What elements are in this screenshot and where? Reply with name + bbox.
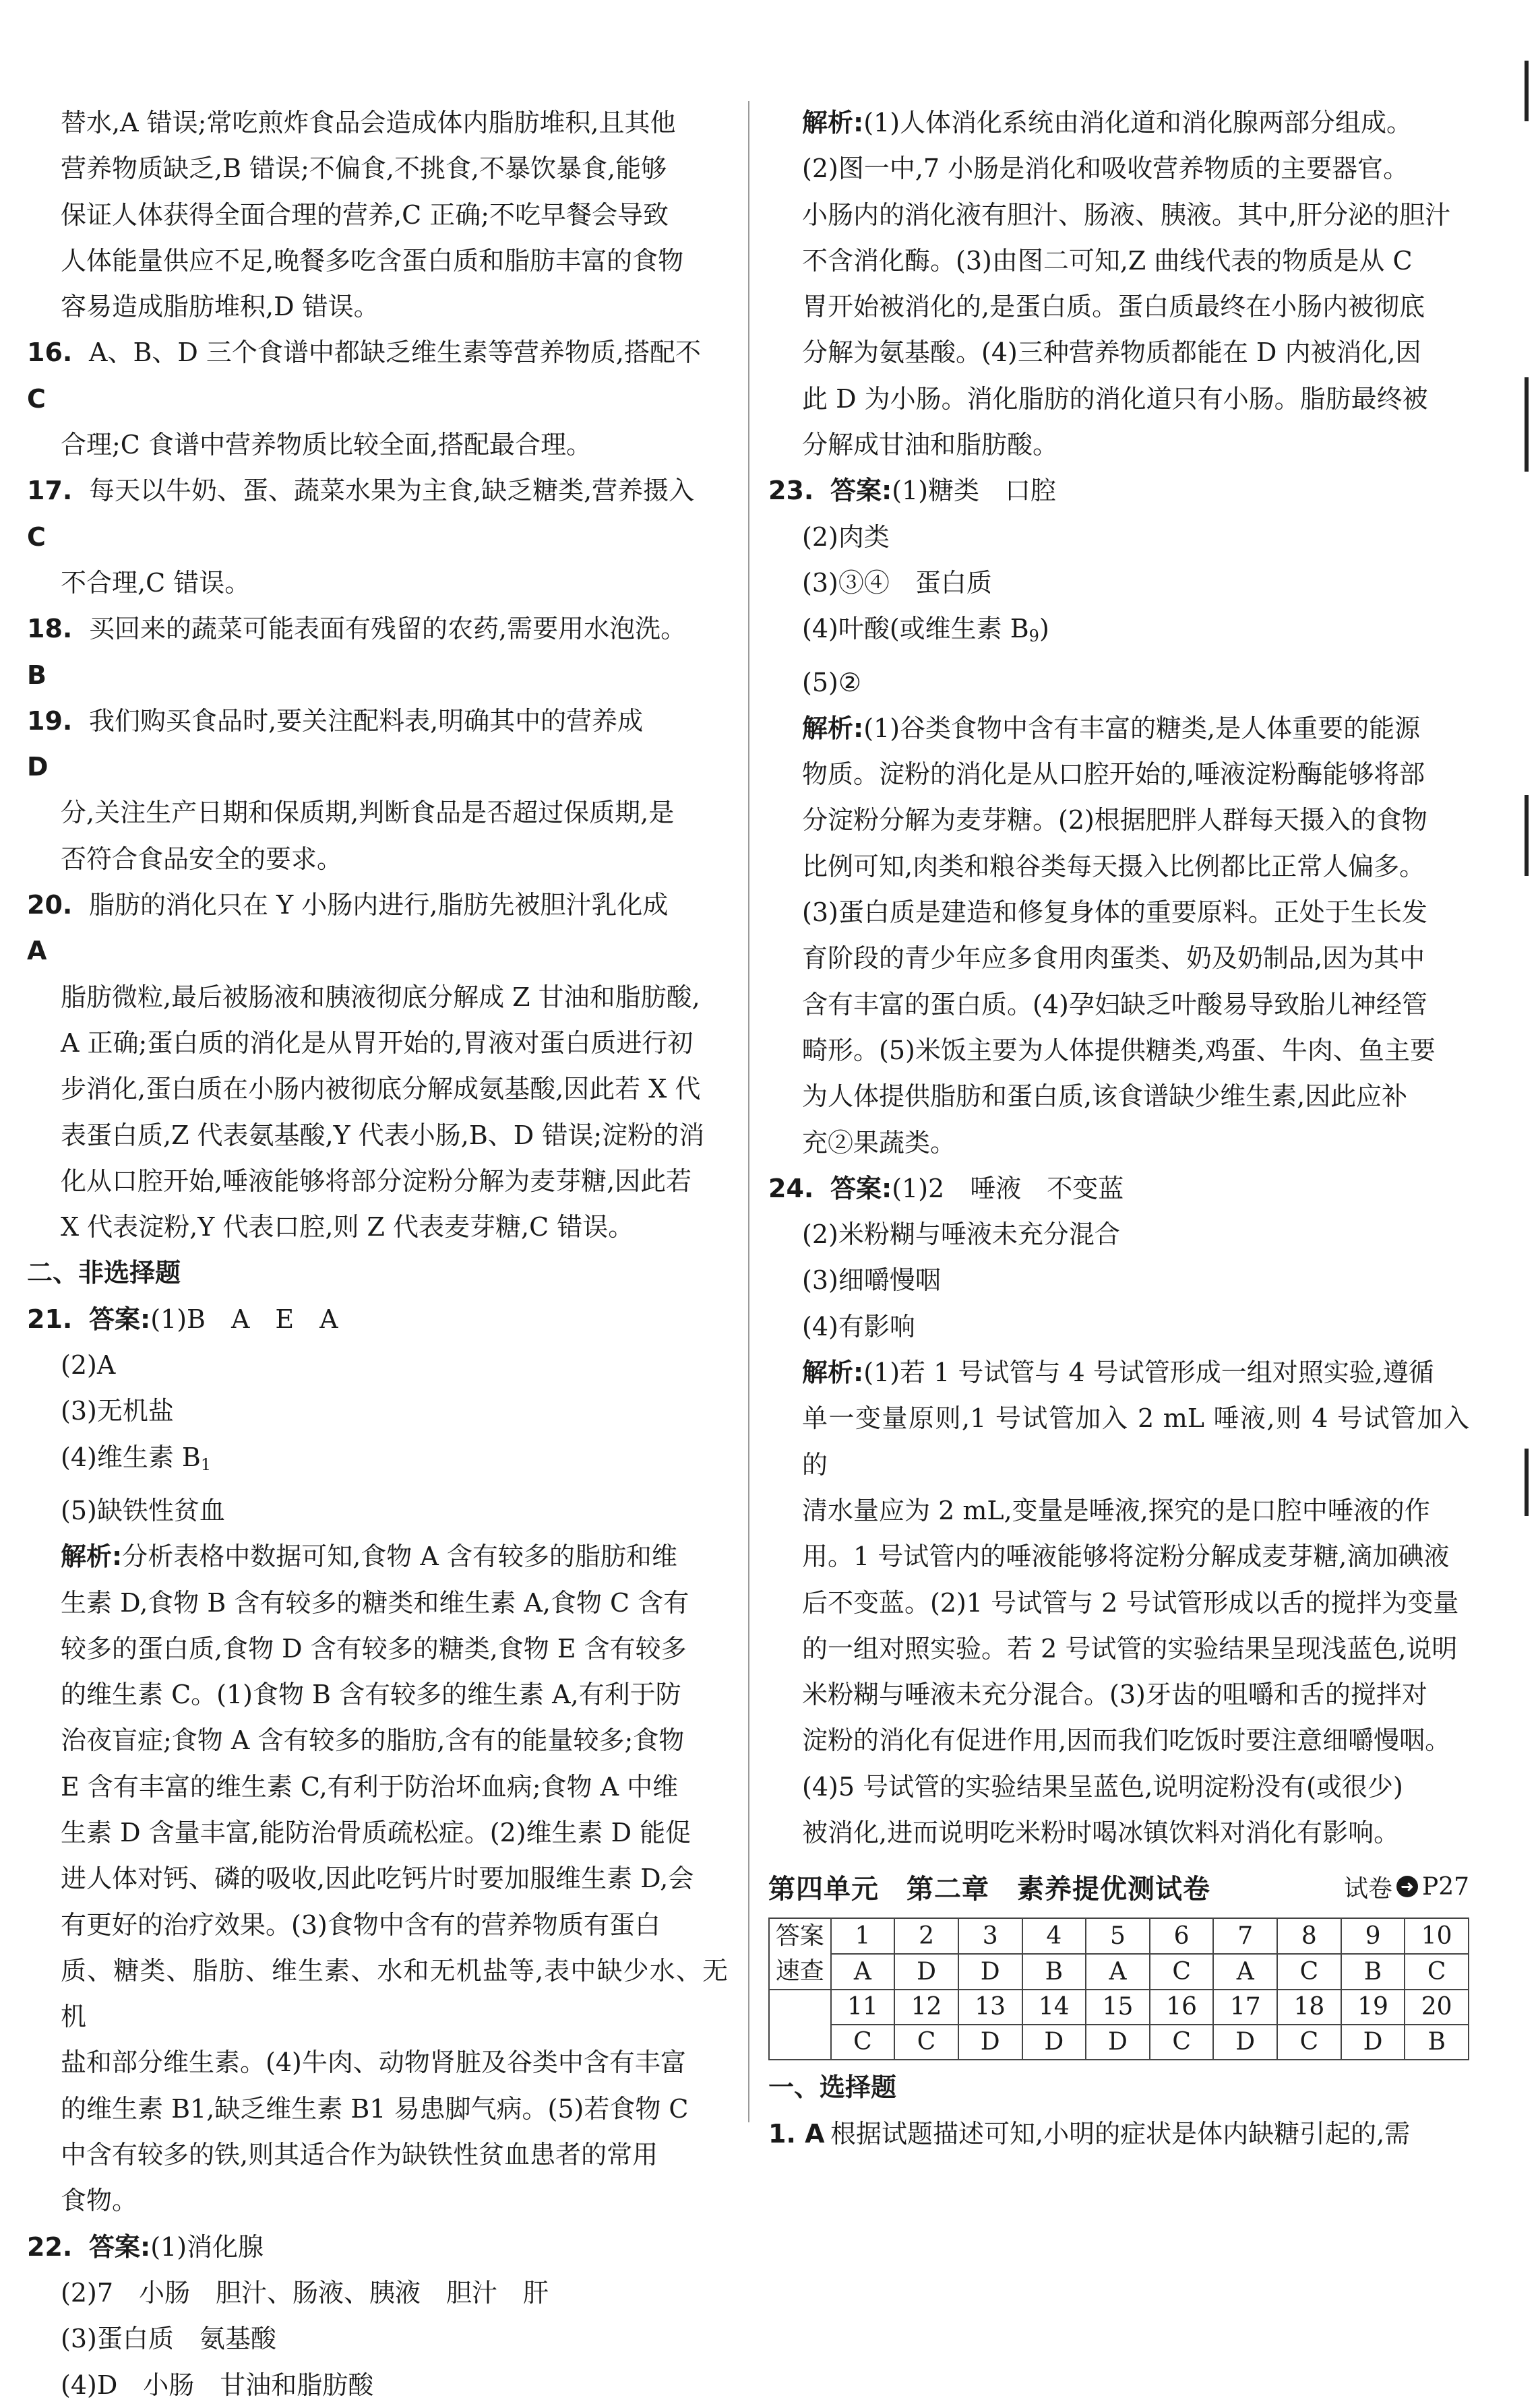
table-cell: 5 [1086, 1918, 1150, 1954]
label-bottom: 速查 [775, 1957, 824, 1986]
table-cell: 13 [958, 1990, 1022, 2025]
text-line: 有更好的治疗效果。(3)食物中含有的营养物质有蛋白 [61, 1909, 660, 1940]
page-edge-mark [1525, 61, 1529, 121]
q22-analysis [768, 100, 1469, 468]
answer-label: 答案: [830, 1173, 892, 1203]
text-line: 盐和部分维生素。(4)牛肉、动物肾脏及谷类中含有丰富 [61, 2048, 686, 2078]
text-line: 化从口腔开始,唾液能够将部分淀粉分解为麦芽糖,因此若 [61, 1166, 692, 1196]
table-cell: C [1277, 2025, 1341, 2060]
table-cell: 7 [1213, 1918, 1277, 1954]
text-line: (1)若 1 号试管与 4 号试管形成一组对照实验,遵循 [863, 1358, 1434, 1388]
text-line: 用。1 号试管内的唾液能够将淀粉分解成麦芽糖,滴加碘液 [802, 1542, 1450, 1572]
table-label-spacer [769, 1990, 831, 2060]
table-cell: D [1341, 2025, 1405, 2060]
table-cell: B [1341, 1954, 1405, 1990]
answer-text: (4)维生素 B [61, 1442, 201, 1472]
question-1 [768, 2111, 1469, 2157]
text-line: 物质。淀粉的消化是从口腔开始的,唾液淀粉酶能够将部 [802, 759, 1425, 790]
text-line: 清水量应为 2 mL,变量是唾液,探究的是口腔中唾液的作 [802, 1495, 1430, 1525]
question-number: 24. [768, 1173, 814, 1203]
text-line: 表蛋白质,Z 代表氨基酸,Y 代表小肠,B、D 错误;淀粉的消 [61, 1120, 705, 1150]
text-line: 根据试题描述可知,小明的症状是体内缺糖引起的,需 [830, 2118, 1411, 2149]
text-line: (4)5 号试管的实验结果呈蓝色,说明淀粉没有(或很少) [802, 1771, 1403, 1802]
left-column [27, 100, 728, 2408]
question-number: 16. C [27, 338, 73, 414]
table-cell: A [1213, 1954, 1277, 1990]
text-line: 比例可知,肉类和粮谷类每天摄入比例都比正常人偏多。 [802, 851, 1425, 881]
table-cell: A [831, 1954, 895, 1990]
text-line: 脂肪微粒,最后被肠液和胰液彻底分解成 Z 甘油和脂肪酸, [61, 982, 700, 1012]
table-cell: D [894, 1954, 958, 1990]
text-line: (3)蛋白质是建造和修复身体的重要原料。正处于生长发 [802, 897, 1427, 928]
text-line: X 代表淀粉,Y 代表口腔,则 Z 代表麦芽糖,C 错误。 [61, 1212, 634, 1242]
answer-text: (1)糖类 口腔 [892, 476, 1057, 506]
text-line: 米粉糊与唾液未充分混合。(3)牙齿的咀嚼和舌的搅拌对 [802, 1680, 1427, 1710]
question-number: 17. C [27, 476, 73, 552]
column-divider [748, 101, 749, 2122]
answer-text: ) [1039, 614, 1049, 644]
text-line: 小肠内的消化液有胆汁、肠液、胰液。其中,肝分泌的胆汁 [802, 199, 1451, 230]
text-line: 分解为氨基酸。(4)三种营养物质都能在 D 内被消化,因 [802, 338, 1421, 368]
analysis-label: 解析: [802, 1358, 864, 1388]
answer-text: (1)消化腺 [150, 2231, 264, 2262]
answer-text: (4)D 小肠 甘油和脂肪酸 [61, 2370, 374, 2400]
text-line: 淀粉的消化有促进作用,因而我们吃饭时要注意细嚼慢咽。 [802, 1725, 1451, 1756]
text-line: 合理;C 食谱中营养物质比较全面,搭配最合理。 [61, 430, 592, 460]
table-cell: 9 [1341, 1918, 1405, 1954]
answer-text: (3)无机盐 [61, 1396, 174, 1426]
page-reference [1344, 1870, 1469, 1904]
question-number: 23. [768, 476, 814, 506]
answer-text: (3)蛋白质 氨基酸 [61, 2324, 276, 2354]
question-number: 21. [27, 1304, 73, 1334]
text-line: 的维生素 C。(1)食物 B 含有较多的维生素 A,有利于防 [61, 1680, 681, 1710]
table-cell: D [958, 2025, 1022, 2060]
section-heading: 一、选择题 [768, 2072, 897, 2103]
text-line: A、B、D 三个食谱中都缺乏维生素等营养物质,搭配不 [89, 338, 701, 368]
table-cell: 15 [1086, 1990, 1150, 2025]
text-line: 替水,A 错误;常吃煎炸食品会造成体内脂肪堆积,且其他 [61, 108, 676, 137]
table-cell: B [1022, 1954, 1086, 1990]
table-cell: 14 [1022, 1990, 1086, 2025]
question-20 [27, 882, 728, 974]
text-line: E 含有丰富的维生素 C,有利于防治坏血病;食物 A 中维 [61, 1771, 679, 1802]
question-number: 18. B [27, 614, 73, 690]
unit-heading [768, 1861, 1469, 1912]
answer-text: (2)肉类 [802, 521, 890, 552]
question-number: 20. A [27, 890, 73, 966]
table-cell: C [1150, 1954, 1214, 1990]
question-17 [27, 468, 728, 560]
table-cell: C [1150, 2025, 1214, 2060]
answer-label: 答案: [89, 1304, 151, 1334]
answer-label: 答案: [89, 2231, 151, 2262]
text-line: 保证人体获得全面合理的营养,C 正确;不吃早餐会导致 [61, 199, 669, 230]
text-line: 营养物质缺乏,B 错误;不偏食,不挑食,不暴饮暴食,能够 [61, 154, 667, 184]
question-23 [768, 468, 1469, 513]
text-line: 中含有较多的铁,则其适合作为缺铁性贫血患者的常用 [61, 2140, 658, 2170]
answer-text: (4)叶酸(或维生素 B [802, 614, 1029, 644]
question-22 [27, 2224, 728, 2270]
question-18 [27, 606, 728, 698]
question-21 [27, 1296, 728, 1342]
text-line: 食物。 [61, 2186, 138, 2216]
text-line: 脂肪的消化只在 Y 小肠内进行,脂肪先被胆汁乳化成 [89, 890, 669, 920]
text-line: 不合理,C 错误。 [61, 567, 251, 598]
table-cell: C [894, 2025, 958, 2060]
text-line: (1)谷类食物中含有丰富的糖类,是人体重要的能源 [863, 713, 1421, 743]
text-line: 充②果蔬类。 [802, 1127, 956, 1158]
text-line: 每天以牛奶、蛋、蔬菜水果为主食,缺乏糖类,营养摄入 [89, 476, 695, 506]
text-line: 分析表格中数据可知,食物 A 含有较多的脂肪和维 [122, 1542, 677, 1572]
text-line: 否符合食品安全的要求。 [61, 844, 343, 874]
text-line: 含有丰富的蛋白质。(4)孕妇缺乏叶酸易导致胎儿神经管 [802, 989, 1427, 1019]
table-cell: 20 [1405, 1990, 1469, 2025]
arrow-right-circle-icon: ➜ [1396, 1876, 1418, 1897]
question-16 [27, 329, 728, 422]
table-cell: D [1213, 2025, 1277, 2060]
answer-table [768, 1918, 1469, 2060]
question-number: 1. A [768, 2118, 825, 2149]
text-line: 买回来的蔬菜可能表面有残留的农药,需要用水泡洗。 [89, 614, 687, 644]
table-cell: A [1086, 1954, 1150, 1990]
analysis-label: 解析: [802, 108, 864, 137]
text-line: 进人体对钙、磷的吸收,因此吃钙片时要加服维生素 D,会 [61, 1864, 694, 1894]
text-line: 不含消化酶。(3)由图二可知,Z 曲线代表的物质是从 C [802, 245, 1413, 276]
subscript: 1 [200, 1455, 212, 1474]
analysis-label: 解析: [802, 713, 864, 743]
answer-text: (2)7 小肠 胆汁、肠液、胰液 胆汁 肝 [61, 2277, 549, 2308]
text-line: 治夜盲症;食物 A 含有较多的脂肪,含有的能量较多;食物 [61, 1725, 685, 1756]
text-line: 人体能量供应不足,晚餐多吃含蛋白质和脂肪丰富的食物 [61, 245, 684, 276]
text-line: 单一变量原则,1 号试管加入 2 mL 唾液,则 4 号试管加入的 [802, 1403, 1469, 1480]
question-number: 19. D [27, 705, 73, 782]
table-cell: 3 [958, 1918, 1022, 1954]
table-cell: 4 [1022, 1918, 1086, 1954]
text-line: 育阶段的青少年应多食用肉蛋类、奶及奶制品,因为其中 [802, 943, 1425, 974]
right-column [768, 100, 1469, 2157]
answer-text: (5)② [802, 667, 861, 697]
table-cell: D [1022, 2025, 1086, 2060]
table-cell: 6 [1150, 1918, 1214, 1954]
table-cell: B [1405, 2025, 1469, 2060]
text-line: 生素 D,食物 B 含有较多的糖类和维生素 A,食物 C 含有 [61, 1587, 689, 1618]
text-line: 分解成甘油和脂肪酸。 [802, 430, 1059, 460]
text-line: 我们购买食品时,要关注配料表,明确其中的营养成 [89, 705, 644, 736]
text-line: 被消化,进而说明吃米粉时喝冰镇饮料对消化有影响。 [802, 1817, 1400, 1847]
page-edge-mark [1525, 795, 1529, 876]
question-number: 22. [27, 2231, 73, 2262]
table-cell: 10 [1405, 1918, 1469, 1954]
answer-text: (1)B A E A [150, 1304, 338, 1334]
text-line: (1)人体消化系统由消化道和消化腺两部分组成。 [863, 108, 1413, 137]
text-line: 生素 D 含量丰富,能防治骨质疏松症。(2)维生素 D 能促 [61, 1817, 691, 1847]
text-line: (2)图一中,7 小肠是消化和吸收营养物质的主要器官。 [802, 154, 1409, 184]
text-line: 分淀粉分解为麦芽糖。(2)根据肥胖人群每天摄入的食物 [802, 805, 1427, 835]
text-line: 容易造成脂肪堆积,D 错误。 [61, 292, 379, 322]
text-line: 畸形。(5)米饭主要为人体提供糖类,鸡蛋、牛肉、鱼主要 [802, 1035, 1436, 1065]
table-label [769, 1918, 831, 1990]
ref-page: P27 [1421, 1872, 1469, 1901]
text-line: 的维生素 B1,缺乏维生素 B1 易患脚气病。(5)若食物 C [61, 2093, 689, 2124]
table-cell: 1 [831, 1918, 895, 1954]
answer-text: (2)A [61, 1350, 116, 1381]
table-cell: 19 [1341, 1990, 1405, 2025]
table-cell: 12 [894, 1990, 958, 2025]
table-cell: 18 [1277, 1990, 1341, 2025]
text-line: 为人体提供脂肪和蛋白质,该食谱缺少维生素,因此应补 [802, 1081, 1408, 1112]
text-line: 的一组对照实验。若 2 号试管的实验结果呈现浅蓝色,说明 [802, 1633, 1458, 1664]
page-edge-mark [1525, 1449, 1529, 1516]
table-cell: 17 [1213, 1990, 1277, 2025]
table-cell: 16 [1150, 1990, 1214, 2025]
table-cell: D [958, 1954, 1022, 1990]
text-line: 胃开始被消化的,是蛋白质。蛋白质最终在小肠内被彻底 [802, 292, 1425, 322]
answer-text: (3)③④ 蛋白质 [802, 567, 992, 598]
ref-prefix: 试卷 [1343, 1874, 1392, 1903]
answer-text: (3)细嚼慢咽 [802, 1265, 941, 1296]
question-24 [768, 1166, 1469, 1211]
text-line: 后不变蓝。(2)1 号试管与 2 号试管形成以舌的搅拌为变量 [802, 1587, 1459, 1618]
answer-label: 答案: [830, 476, 892, 506]
page-edge-mark [1525, 377, 1529, 472]
table-cell: C [831, 2025, 895, 2060]
answer-text: (1)2 唾液 不变蓝 [892, 1173, 1124, 1203]
q15-continuation [27, 100, 728, 329]
unit-title: 第四单元 第二章 素养提优测试卷 [768, 1873, 1210, 1905]
answer-text: (5)缺铁性贫血 [61, 1495, 225, 1525]
table-cell: 11 [831, 1990, 895, 2025]
table-cell: C [1277, 1954, 1341, 1990]
table-cell: 8 [1277, 1918, 1341, 1954]
section-heading: 二、非选择题 [27, 1258, 181, 1288]
label-top: 答案 [775, 1922, 824, 1951]
answer-text: (4)有影响 [802, 1311, 915, 1341]
subscript: 9 [1028, 627, 1039, 646]
table-cell: D [1086, 2025, 1150, 2060]
table-cell: C [1405, 1954, 1469, 1990]
text-line: 此 D 为小肠。消化脂肪的消化道只有小肠。脂肪最终被 [802, 383, 1428, 414]
text-line: 步消化,蛋白质在小肠内被彻底分解成氨基酸,因此若 X 代 [61, 1074, 701, 1104]
table-cell: 2 [894, 1918, 958, 1954]
analysis-label: 解析: [61, 1542, 123, 1572]
question-19 [27, 698, 728, 790]
text-line: 较多的蛋白质,食物 D 含有较多的糖类,食物 E 含有较多 [61, 1633, 687, 1664]
text-line: A 正确;蛋白质的消化是从胃开始的,胃液对蛋白质进行初 [61, 1027, 694, 1058]
text-line: 分,关注生产日期和保质期,判断食品是否超过保质期,是 [61, 798, 675, 828]
text-line: 质、糖类、脂肪、维生素、水和无机盐等,表中缺少水、无机 [61, 1955, 728, 2032]
answer-text: (2)米粉糊与唾液未充分混合 [802, 1219, 1120, 1250]
